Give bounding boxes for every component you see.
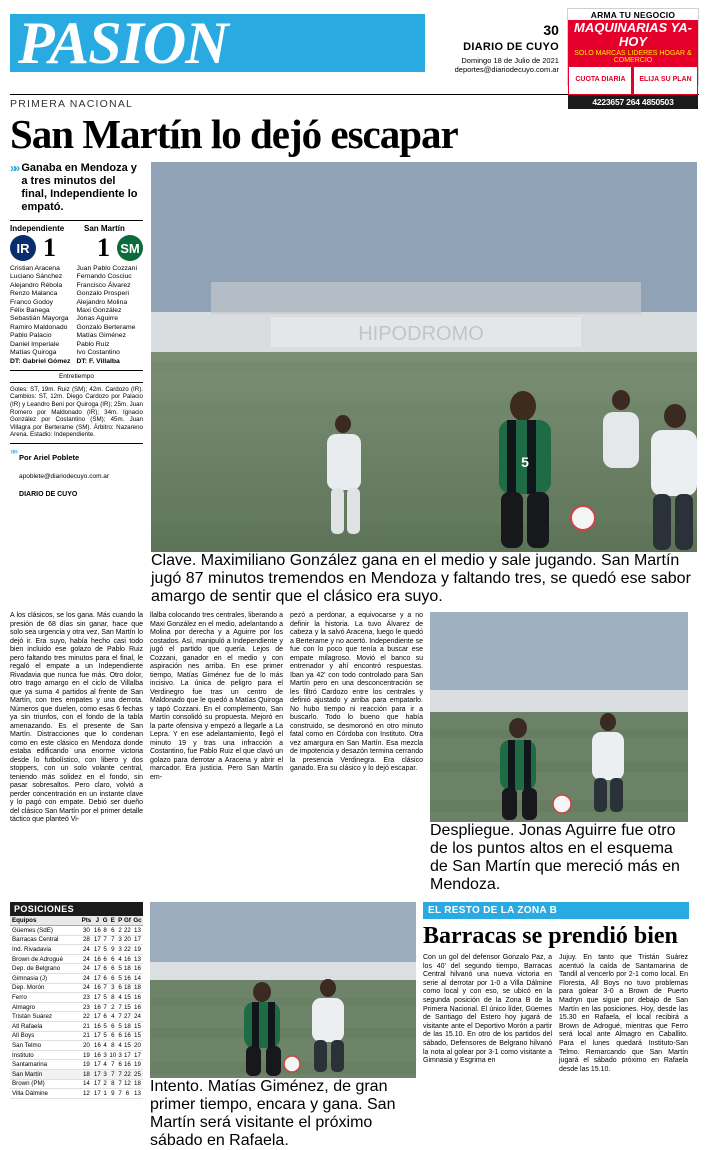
publication-date: Domingo 18 de Julio de 2021	[461, 56, 559, 65]
team-cell: All Boys	[10, 1031, 80, 1041]
list-item: Ramiro Maldonado	[10, 323, 68, 331]
team-names-row	[10, 224, 143, 233]
lead-photo-image	[151, 162, 697, 552]
standfirst	[10, 162, 143, 214]
stat-cell: 16	[132, 993, 143, 1003]
team-cell: Brown (PM)	[10, 1079, 80, 1089]
stat-cell: 18	[123, 965, 131, 973]
stat-cell: 18	[132, 983, 143, 993]
stat-cell: 16	[93, 1003, 101, 1011]
list-item: Fernando Cosciuc	[76, 273, 132, 281]
stat-cell: 2	[108, 1002, 117, 1012]
article-column-1: A los clásicos, se los gana. Más cuando la presión de 68 días sin ganar, hace que solo sea urgencia y otra vez, San Martín lo dejó ir. Era suyo, había hecho casi todo bien incluido ese golazo de Pablo Ruiz pero faltando tres minutos para el final, le regaló el empate a un Independiente Rivadavia que nunca fue más. Otro dolor, otro trago amargo en el ciclo de Villalba que ya suma 4 partidos al frente de San Martín, con tres empates y una derrota. Números que duelen, como esas 6 fechas ya sin triunfos, con el fondo de la tabla amenazando. Es el presente de San Martín. Distracciones que lo condenan como en este clásico en Mendoza donde estaba edificando una enorme victoria desde lo futbolístico, con libero y dos stoppers, con un solo volante central, teniendo más solidez en el fondo, sin pasar sobresaltos. Pero claro, volvió a perder concentración en un instante clave y lo pagó con empate. Debió ser dueño del clásico San Martín por el primer detalle táctico que planteó Vi-	[10, 612, 143, 823]
lead-photo-caption: Clave. Maximiliano González gana en el medio y sale jugando. San Martín jugó 87 minutos tremendos en Mendoza y faltando tres, se quedó ese sabor amargo de sentir que el clásico era suyo.	[151, 552, 691, 605]
stat-cell: 7	[118, 1013, 122, 1021]
publication-logo	[10, 8, 419, 80]
list-item: Félix Banega	[10, 307, 50, 315]
third-photo-caption: Intento. Matías Giménez, de gran primer tiempo, encara y gana. San Martín será visitante el próximo sábado en Rafaela.	[150, 1078, 396, 1149]
stat-cell: 5	[118, 1022, 122, 1030]
article-body	[10, 612, 699, 894]
list-item: Gonzalo Prosperi	[76, 290, 130, 298]
secondary-photo-block	[430, 612, 688, 894]
team-cell: Instituto	[10, 1050, 80, 1060]
team-cell: Dep. de Belgrano	[10, 964, 80, 974]
team-cell: Tristán Suárez	[10, 1012, 80, 1022]
stat-cell: 17	[123, 1051, 131, 1059]
team-cell: Barracas Central	[10, 935, 80, 945]
list-item: Matías Giménez	[76, 332, 126, 340]
table-row	[10, 993, 143, 1003]
standings-body	[10, 926, 143, 1099]
stat-cell: 8	[103, 926, 107, 934]
stat-cell: 18	[123, 1022, 131, 1030]
lineups	[10, 265, 143, 367]
stat-cell: 19	[132, 945, 143, 955]
stat-cell: 7	[118, 1070, 122, 1078]
stat-cell: 16	[123, 1061, 131, 1069]
stat-cell: 10	[109, 1051, 117, 1059]
stat-cell: 2	[103, 1080, 107, 1088]
list-item: Sebastián Mayorga	[10, 315, 69, 323]
home-team-name: Independiente	[10, 224, 65, 233]
stat-cell: 6	[118, 984, 122, 992]
match-details: Goles: ST, 19m. Ruiz (SM); 42m. Cardozo (IR). Cambios: ST, 12m. Diego Cardozo por Palacio (IR) y Leandro Beni por Quiroga (IR); 25m. Juan Romero por Maldonado (IR); 34m. Ignacio González por Costantino (SM); 45m. Juan Villagra por Berterame (SM). Árbitro: Nazareno Arena. Estadio: Independiente.	[10, 385, 143, 439]
article-column-3: pezó a perdonar, a equivocarse y a no definir la historia. La tuvo Álvarez de cabeza y la salvó Aracena, luego le quedó a Berterame y no acertó. Independiente se fue con lo poco que tenía a buscar ese empate milagroso. Movió el banco su entrenador y ahí encontró respuestas. Iban ya 42' con todo controlado para San Martín pero en una desconcentración se les filtró Cardozo entre los centrales y definió ajustado y arriba para empatarlo. No hubo tiempo ni reacción para ir a buscarlo. Todo lo bueno que había construido, se desmoronó en otro minuto fatal como en Córdoba con Instituto. Otra vez amargura en San Martín. Esa mezcla de impotencia y desazón termina cerrando la presencia Verdinegra. Era clásico ganado. Era su clásico y lo dejó escapar.	[290, 612, 423, 772]
stat-cell: 15	[123, 993, 131, 1001]
table-row	[10, 954, 143, 964]
stat-cell: 22	[123, 926, 131, 934]
stat-cell: 9	[108, 945, 117, 955]
section-label: PRIMERA NACIONAL	[10, 94, 699, 110]
stat-cell: 20	[123, 936, 131, 944]
stat-cell: 16	[93, 1051, 101, 1059]
standings-title: POSICIONES	[10, 902, 143, 916]
stat-cell: 16	[93, 926, 101, 934]
stat-cell: 17	[93, 1032, 101, 1040]
stat-cell: 17	[93, 1070, 101, 1078]
chevron-right-icon: »»	[10, 446, 17, 457]
standings-table	[10, 916, 143, 1099]
stat-cell: 8	[108, 993, 117, 1003]
standfirst-text: Ganaba en Mendoza y a tres minutos del final, Independiente lo empató.	[21, 162, 138, 213]
stat-cell: 7	[118, 1003, 122, 1011]
masthead-info	[419, 8, 567, 74]
table-row	[10, 1002, 143, 1012]
list-item: Matías Quiroga	[10, 349, 57, 357]
svg-text:5: 5	[521, 454, 529, 470]
stat-cell: 24	[80, 983, 93, 993]
zone-b-headline: Barracas se prendió bien	[423, 923, 678, 949]
stat-cell: 21	[80, 1031, 93, 1041]
list-item: Gonzalo Berterame	[76, 323, 136, 331]
lead-photo	[151, 162, 697, 552]
secondary-photo	[430, 612, 688, 822]
list-item: Pablo Palacio	[10, 332, 52, 340]
stat-cell: 20	[132, 1041, 143, 1051]
away-team-crest-icon: SM	[117, 235, 143, 261]
stat-cell: 5	[103, 1032, 107, 1040]
col-gf: Gf	[123, 917, 131, 924]
stat-cell: 5	[118, 965, 122, 973]
stat-cell: 16	[93, 1022, 101, 1030]
stat-cell: 17	[132, 935, 143, 945]
stat-cell: 6	[103, 955, 107, 963]
stat-cell: 13	[132, 954, 143, 964]
stat-cell: 8	[108, 1041, 117, 1051]
team-cell: San Telmo	[10, 1041, 80, 1051]
col-gc: Gc	[133, 917, 142, 924]
home-team-crest-icon: IR	[10, 235, 36, 261]
list-item: Daniel Imperiale	[10, 340, 60, 348]
stat-cell: 17	[93, 1013, 101, 1021]
table-row	[10, 1050, 143, 1060]
stat-cell: 7	[103, 936, 107, 944]
zone-b-block	[423, 902, 689, 1074]
stat-cell: 7	[118, 1080, 122, 1088]
home-lineup	[10, 265, 77, 367]
author-email: apoblete@diariodecuyo.com.ar	[19, 473, 110, 481]
table-row	[10, 935, 143, 945]
team-cell: Brown de Adrogué	[10, 954, 80, 964]
away-team-name: San Martín	[84, 224, 125, 233]
table-row	[10, 1041, 143, 1051]
stat-cell: 6	[108, 926, 117, 936]
stat-cell: 4	[103, 1061, 107, 1069]
team-cell: Ind. Rivadavia	[10, 945, 80, 955]
list-item: Pablo Ruiz	[76, 340, 110, 348]
stat-cell: 17	[93, 974, 101, 982]
stat-cell: 19	[80, 1060, 93, 1070]
author-name: Por Ariel Poblete	[19, 453, 80, 463]
stat-cell: 22	[123, 945, 131, 953]
bottom-row	[10, 902, 699, 1150]
page-title: San Martín lo dejó escapar	[10, 111, 458, 157]
stat-cell: 6	[103, 974, 107, 982]
stat-cell: 4	[118, 955, 122, 963]
stat-cell: 6	[118, 1061, 122, 1069]
stat-cell: 13	[132, 926, 143, 936]
stat-cell: 5	[103, 945, 107, 953]
stat-cell: 24	[80, 945, 93, 955]
stat-cell: 17	[93, 1089, 101, 1097]
zone-b-columns	[423, 954, 689, 1074]
stat-cell: 24	[80, 954, 93, 964]
stat-cell: 17	[132, 1050, 143, 1060]
table-row	[10, 1079, 143, 1089]
stat-cell: 22	[80, 1012, 93, 1022]
third-photo-block	[150, 902, 416, 1150]
stat-cell: 7	[108, 1060, 117, 1070]
table-row	[10, 1012, 143, 1022]
svg-text:HIPODROMO: HIPODROMO	[358, 323, 484, 345]
home-score: 1	[43, 233, 56, 262]
team-cell: Villa Dálmine	[10, 1089, 80, 1099]
team-cell: Güemes (SdE)	[10, 926, 80, 936]
team-cell: Almagro	[10, 1002, 80, 1012]
table-row	[10, 926, 143, 936]
contact-email: deportes@diariodecuyo.com.ar	[454, 65, 559, 74]
list-item: Renzo Malanca	[10, 290, 58, 298]
list-item: Alejandro Rébola	[10, 281, 63, 289]
stat-cell: 18	[132, 1079, 143, 1089]
table-row	[10, 983, 143, 993]
table-row	[10, 945, 143, 955]
scoreboard	[10, 233, 143, 263]
col-equipos: Equipos	[10, 916, 80, 926]
list-item: Francisco Álvarez	[76, 281, 131, 289]
home-coach: DT: Gabriel Gómez	[10, 358, 71, 366]
stat-cell: 28	[80, 935, 93, 945]
list-item: Cristian Aracena	[10, 265, 60, 272]
chevron-right-icon: »»	[10, 161, 18, 175]
stat-cell: 6	[103, 1013, 107, 1021]
stat-cell: 25	[132, 1069, 143, 1079]
stat-cell: 14	[80, 1079, 93, 1089]
stat-cell: 16	[93, 955, 101, 963]
stat-cell: 4	[118, 993, 122, 1001]
stat-cell: 15	[132, 1031, 143, 1041]
ad-subtitle: SOLO MARCAS LIDERES HOGAR & COMERCIO	[568, 50, 698, 65]
stat-cell: 6	[103, 965, 107, 973]
ad-offer-1: CUOTA DIARIA	[569, 67, 631, 94]
stat-cell: 18	[80, 1069, 93, 1079]
stat-cell: 9	[108, 1089, 117, 1099]
stat-cell: 17	[93, 936, 101, 944]
stat-cell: 16	[123, 1032, 131, 1040]
table-row	[10, 1021, 143, 1031]
stat-cell: 6	[108, 973, 117, 983]
halftime-label: Entretiempo	[10, 370, 143, 383]
table-row	[10, 1031, 143, 1041]
stat-cell: 2	[118, 926, 122, 934]
stat-cell: 7	[108, 1069, 117, 1079]
team-cell: Gimnasia (J)	[10, 973, 80, 983]
zone-b-bar: EL RESTO DE LA ZONA B	[423, 902, 689, 919]
stat-cell: 23	[80, 1002, 93, 1012]
stat-cell: 19	[132, 1060, 143, 1070]
stat-cell: 15	[123, 1003, 131, 1011]
byline	[10, 443, 143, 501]
stat-cell: 21	[80, 1021, 93, 1031]
list-item: Jonas Aguirre	[76, 315, 119, 323]
match-factbox	[10, 220, 143, 501]
page-number: 30	[543, 22, 559, 38]
stat-cell: 24	[80, 973, 93, 983]
stat-cell: 3	[108, 983, 117, 993]
table-row	[10, 1060, 143, 1070]
stat-cell: 22	[123, 1070, 131, 1078]
stat-cell: 5	[118, 974, 122, 982]
stat-cell: 12	[80, 1089, 93, 1099]
table-row	[10, 1089, 143, 1099]
third-photo-image	[150, 902, 416, 1078]
stat-cell: 24	[80, 964, 93, 974]
away-score: 1	[97, 233, 110, 262]
stat-cell: 6	[108, 954, 117, 964]
publication-name: DIARIO DE CUYO	[463, 41, 559, 53]
stat-cell: 7	[103, 984, 107, 992]
secondary-photo-caption: Despliegue. Jonas Aguirre fue otro de los puntos altos en el esquema de San Martín que mereció más en Mendoza.	[430, 822, 680, 893]
stat-cell: 4	[118, 1041, 122, 1049]
main-content-row	[10, 162, 699, 606]
stat-cell: 5	[103, 993, 107, 1001]
match-sidebar	[10, 162, 143, 606]
ad-phone: 4223657 264 4850503	[568, 95, 698, 109]
table-row	[10, 1069, 143, 1079]
stat-cell: 17	[93, 965, 101, 973]
secondary-photo-image	[430, 612, 688, 822]
stat-cell: 24	[132, 1012, 143, 1022]
stat-cell: 15	[123, 1041, 131, 1049]
stat-cell: 7	[103, 1003, 107, 1011]
article-column-2: llalba colocando tres centrales, liberando a Maxi González en el medio, adelantando a Molina por derecha y a Aguirre por los costados. Así, manipuló a Independiente y jugó el partido que quería. Lejos de Cozzani, ganador en el medio y con aspiración nes arriba. En ese primer tiempo, Matías Giménez fue de lo más incisivo. La única de peligro para el Verdinegro fue tras un centro de Maldonado que le quedó a Matías Quiroga y tapó Cozzani. En el complemento, San Martín consolidó su propuesta. Mejoró en la parte ofensiva y empezó a llegarle a La Lepra. Y en ese adelantamiento, llegó el minuto 19 y tras una infracción a Costantino, fue Pablo Ruiz el que clavó un golazo para derrotar a Aracena y abrir el marcador. Era justicia. Pero San Martín em-	[150, 612, 283, 781]
stat-cell: 7	[118, 1089, 122, 1097]
author-outlet: DIARIO DE CUYO	[19, 491, 78, 499]
stat-cell: 3	[103, 1070, 107, 1078]
stat-cell: 4	[108, 1012, 117, 1022]
stat-cell: 6	[108, 1031, 117, 1041]
stat-cell: 6	[118, 1032, 122, 1040]
stat-cell: 16	[93, 1041, 101, 1049]
stat-cell: 8	[108, 1079, 117, 1089]
ad-brand: MAQUINARIAS YA-HOY	[568, 20, 698, 50]
table-row	[10, 973, 143, 983]
team-cell: Santamarina	[10, 1060, 80, 1070]
lead-photo-block	[151, 162, 697, 606]
list-item: Ivo Costantino	[76, 349, 120, 357]
stat-cell: 17	[93, 1080, 101, 1088]
team-cell: Ferro	[10, 993, 80, 1003]
list-item: Alejandro Molina	[76, 298, 128, 306]
stat-cell: 16	[93, 984, 101, 992]
list-item: Franco Godoy	[10, 298, 54, 306]
table-header-row	[10, 916, 143, 926]
stat-cell: 14	[132, 973, 143, 983]
stat-cell: 1	[103, 1089, 107, 1097]
stat-cell: 3	[118, 945, 122, 953]
stat-cell: 17	[93, 945, 101, 953]
away-lineup	[77, 265, 144, 367]
stat-cell: 3	[118, 1051, 122, 1059]
stat-cell: 13	[132, 1089, 143, 1099]
logo-text: PASION	[18, 10, 228, 76]
stat-cell: 5	[103, 1022, 107, 1030]
stat-cell: 17	[93, 1061, 101, 1069]
team-cell: San Martín	[10, 1069, 80, 1079]
stat-cell: 20	[80, 1041, 93, 1051]
team-cell: Atl Rafaela	[10, 1021, 80, 1031]
stat-cell: 16	[123, 974, 131, 982]
col-p: P	[118, 917, 123, 924]
stat-cell: 4	[103, 1041, 107, 1049]
stat-cell: 30	[80, 926, 93, 936]
advertisement-banner[interactable]	[567, 8, 699, 107]
stat-cell: 12	[123, 1080, 131, 1088]
stat-cell: 18	[123, 984, 131, 992]
away-coach: DT: F. Villalba	[76, 358, 120, 366]
stat-cell: 16	[132, 1002, 143, 1012]
list-item: Maxi González	[76, 307, 122, 315]
stat-cell: 16	[132, 964, 143, 974]
stat-cell: 7	[108, 935, 117, 945]
third-photo	[150, 902, 416, 1078]
stat-cell: 16	[123, 955, 131, 963]
stat-cell: 3	[103, 1051, 107, 1059]
col-j: J	[93, 916, 102, 926]
list-item: Juan Pablo Cozzani	[76, 265, 137, 272]
ad-offer-2: ELIJA SU PLAN	[634, 67, 696, 94]
col-g: G	[102, 917, 108, 924]
stat-cell: 6	[123, 1089, 132, 1099]
stat-cell: 15	[132, 1021, 143, 1031]
zone-b-column-2: Jujuy. En tanto que Tristán Suárez acentuó la caída de Santamarina de Tandil al vencerlo por 2-1 como local. En Floresta, All Boys no tuvo problemas para golear 3-0 a Brown de Puerto Madryn que sigue por debajo de San Martín en las posiciones. Hoy, desde las 15.30 en Rafaela, el local recibirá a Brown de Adrogué, mientras que Ferro será local ante Almagro en Caballito. Para el lunes quedará Instituto-San Telmo. Remarcando que San Martín jugará el sábado próximo en Rafaela desde las 15.10.	[559, 954, 688, 1073]
stat-cell: 19	[80, 1050, 93, 1060]
ad-headline: ARMA TU NEGOCIO	[568, 9, 698, 20]
col-e: E	[108, 916, 117, 926]
stat-cell: 27	[123, 1013, 131, 1021]
col-pts: Pts	[81, 917, 92, 924]
stat-cell: 17	[93, 993, 101, 1001]
zone-b-column-1: Con un gol del defensor Gonzalo Paz, a los 40' del segundo tiempo, Barracas Central hilvanó una nueva victoria en serie al derrotar por 1-0 a Villa Dálmine como local y con eso, se ubicó en la segunda posición de la Zona B de la Primera Nacional. El único líder, Güemes de Santiago del Estero hoy jugará de visitante ante el Deportivo Morón a partir de las 15.10. En otro de los partidos del sábado, Defensores de Belgrano hilvanó la nota al golear por 3-1 como visitante a Gimnasia y Esgrima en	[423, 954, 552, 1065]
stat-cell: 6	[108, 1021, 117, 1031]
stat-cell: 23	[80, 993, 93, 1003]
list-item: Luciano Sánchez	[10, 273, 63, 281]
standings-block	[10, 902, 143, 1099]
team-cell: Dep. Morón	[10, 983, 80, 993]
stat-cell: 6	[108, 964, 117, 974]
stat-cell: 3	[118, 936, 122, 944]
ad-offer-row	[568, 65, 698, 95]
table-row	[10, 964, 143, 974]
